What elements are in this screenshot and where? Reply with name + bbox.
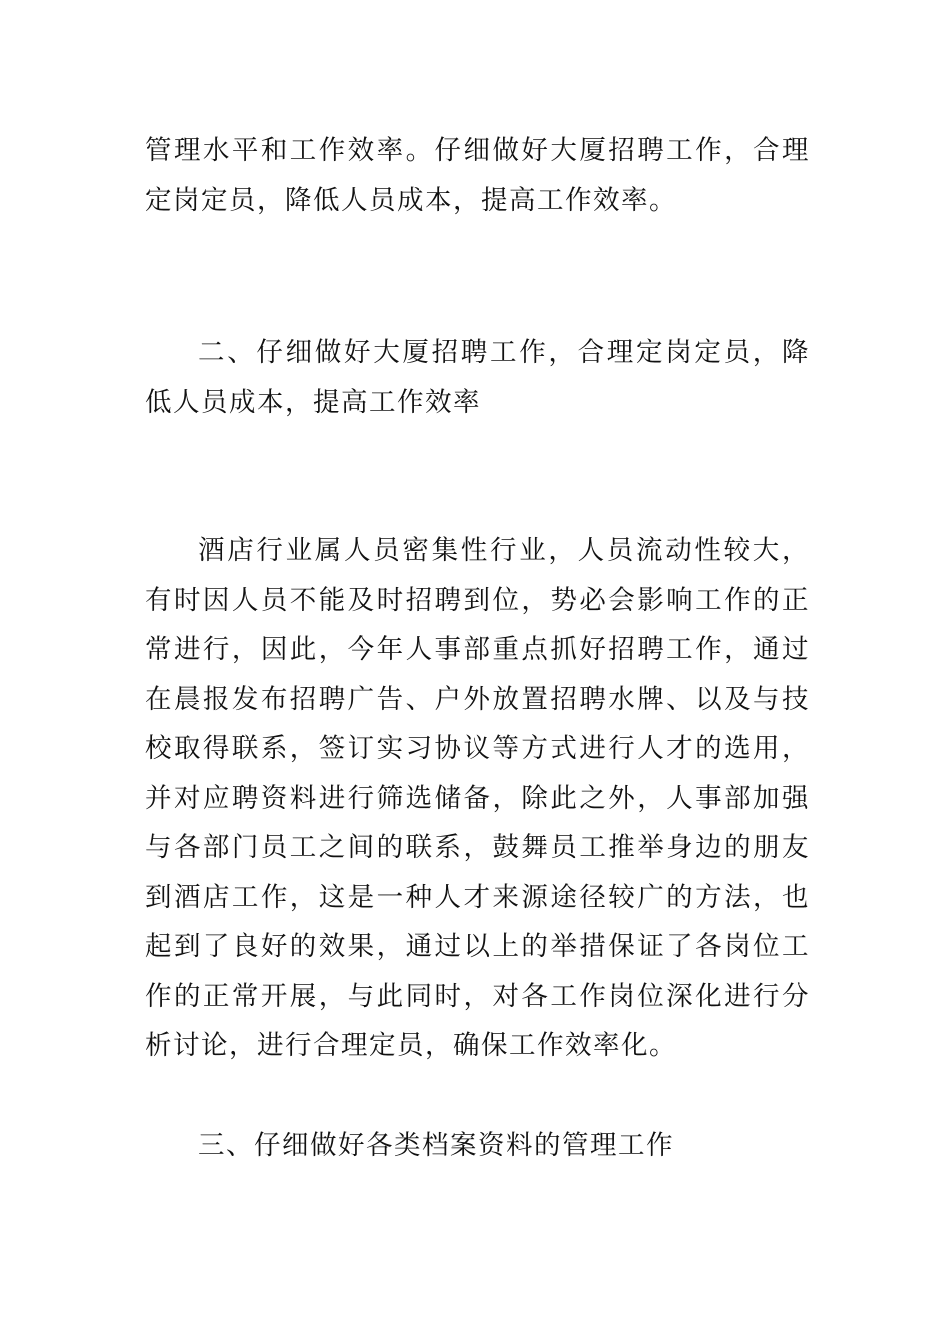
section-heading-3: 三、仔细做好各类档案资料的管理工作 bbox=[198, 1130, 674, 1161]
section-heading-2: 二、仔细做好大厦招聘工作，合理定岗定员，降低人员成本，提高工作效率 bbox=[145, 337, 810, 418]
paragraph-recruitment: 酒店行业属人员密集性行业，人员流动性较大，有时因人员不能及时招聘到位，势必会影响工作的正常进行，因此，今年人事部重点抓好招聘工作，通过在晨报发布招聘广告、户外放置招聘水牌、以及与技校取得联系，签订实习协议等方式进行人才的选用，并对应聘资料进行筛选储备，除此之外，人事部加强与各部门员工之间的联系，鼓舞员工推举身边的朋友到酒店工作，这是一种人才来源途径较广的方法，也起到了良好的效果，通过以上的举措保证了各岗位工作的正常开展，与此同时，对各工作岗位深化进行分析讨论，进行合理定员，确保工作效率化。 bbox=[145, 535, 810, 1061]
paragraph-continuation: 管理水平和工作效率。仔细做好大厦招聘工作，合理定岗定员，降低人员成本，提高工作效率。 bbox=[145, 135, 810, 216]
